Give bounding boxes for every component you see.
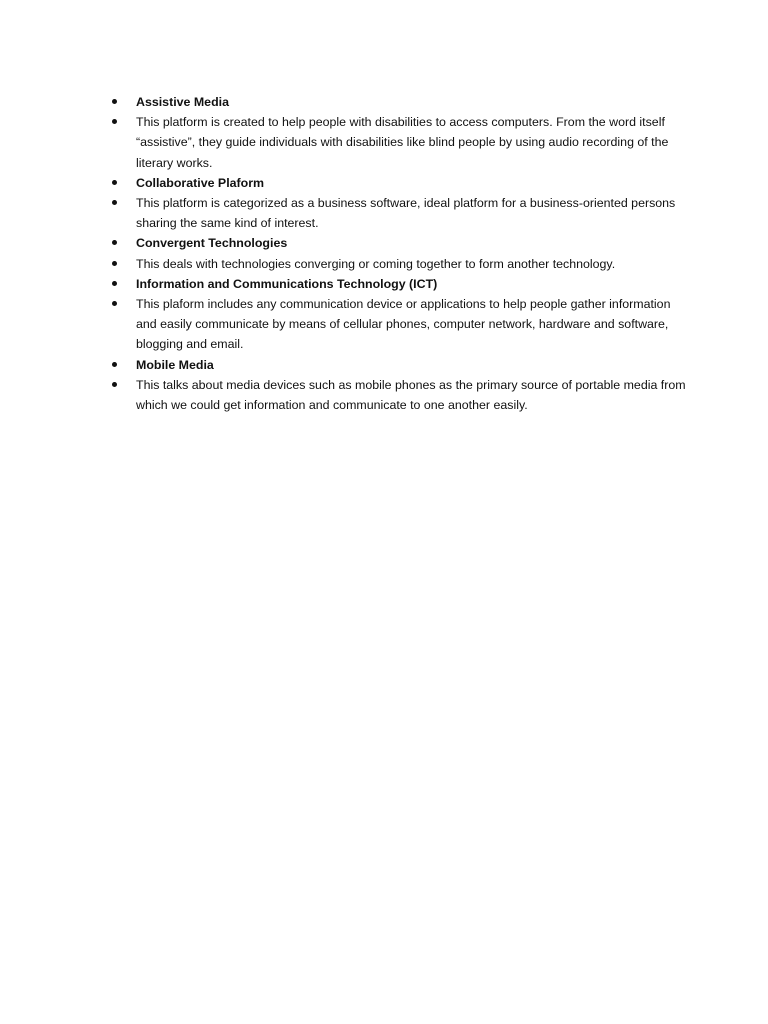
list-item-heading bbox=[110, 173, 690, 193]
list-item-heading bbox=[110, 274, 690, 294]
list-item-heading bbox=[110, 92, 690, 112]
list-item-text: This deals with technologies converging or coming together to form another technology. bbox=[136, 256, 616, 271]
bullet-icon bbox=[112, 261, 117, 266]
bullet-icon bbox=[112, 200, 117, 205]
bullet-icon bbox=[112, 301, 117, 306]
list-item-body bbox=[110, 375, 690, 415]
list-item-heading bbox=[110, 233, 690, 253]
bullet-list bbox=[110, 92, 690, 415]
bullet-icon bbox=[112, 99, 117, 104]
list-item-text: This plaform includes any communication device or applications to help people gather information and easily communicate by means of cellular phones, computer network, hardware and software, blogging and email. bbox=[136, 297, 671, 352]
list-item-text: Convergent Technologies bbox=[136, 236, 288, 251]
bullet-icon bbox=[112, 382, 117, 387]
list-item-text: Collaborative Plaform bbox=[136, 175, 265, 190]
list-item-body bbox=[110, 254, 690, 274]
bullet-icon bbox=[112, 362, 117, 367]
list-item-body bbox=[110, 112, 690, 173]
list-item-body bbox=[110, 193, 690, 233]
list-item-text: Information and Communications Technology (ICT) bbox=[136, 276, 438, 291]
list-item-text: This talks about media devices such as mobile phones as the primary source of portable media from which we could get information and communicate to one another easily. bbox=[136, 377, 686, 413]
bullet-icon bbox=[112, 281, 117, 286]
list-item-text: Mobile Media bbox=[136, 357, 214, 372]
list-item-text: This platform is categorized as a business software, ideal platform for a business-oriented persons sharing the same kind of interest. bbox=[136, 196, 676, 231]
list-item-text: This platform is created to help people with disabilities to access computers. From the word itself “assistive”, they guide individuals with disabilities like blind people by using audio recording of the literary works. bbox=[136, 115, 669, 170]
bullet-icon bbox=[112, 180, 117, 185]
list-item-text: Assistive Media bbox=[136, 95, 229, 109]
bullet-icon bbox=[112, 240, 117, 245]
list-item-body bbox=[110, 294, 690, 355]
bullet-icon bbox=[112, 119, 117, 124]
list-item-heading bbox=[110, 355, 690, 375]
